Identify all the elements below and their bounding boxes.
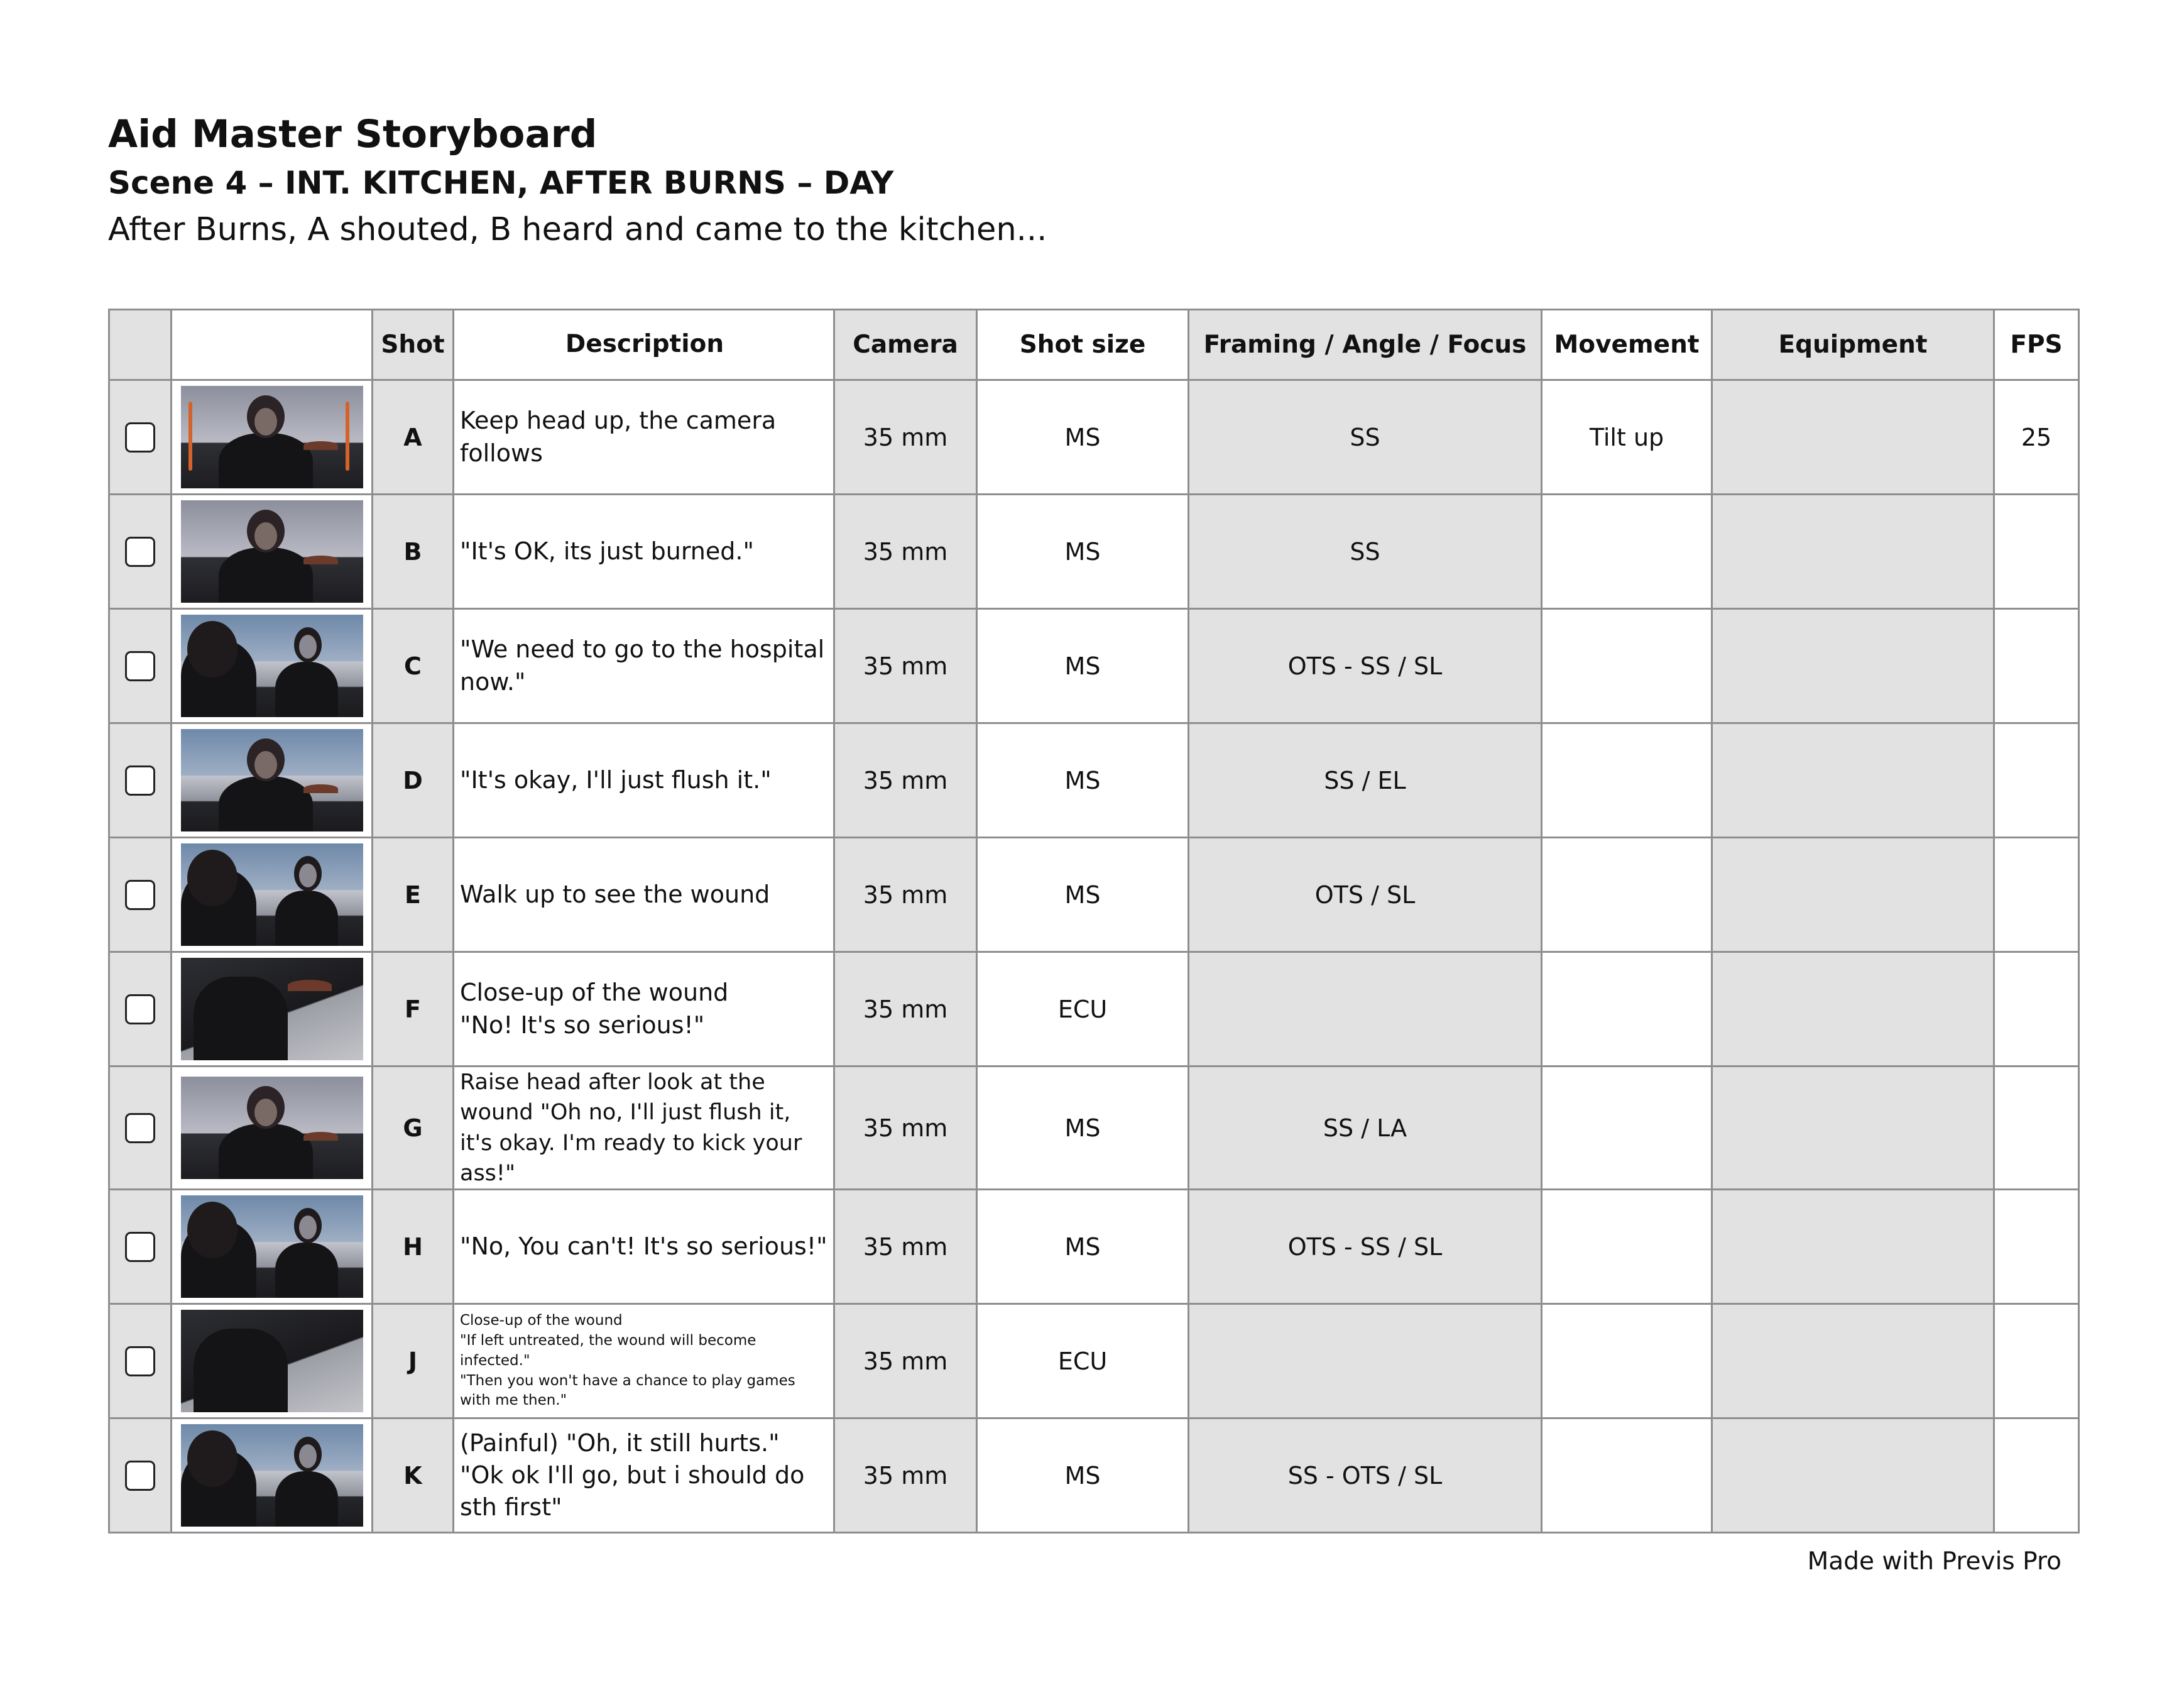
equipment-value xyxy=(1712,495,1994,609)
shot-description: Keep head up, the camera follows xyxy=(454,380,834,495)
equipment-value xyxy=(1712,952,1994,1067)
shot-description: Close-up of the wound "If left untreated, the wound will become infected." "Then you won't have a chance to play games with me then." xyxy=(454,1304,834,1418)
table-header-row xyxy=(109,310,2079,380)
shot-row-f xyxy=(109,952,2079,1067)
foreground-head xyxy=(187,621,238,678)
shot-description: "It's okay, I'll just flush it." xyxy=(454,723,834,838)
camera-value: 35 mm xyxy=(834,723,977,838)
movement-column-header: Movement xyxy=(1542,310,1712,380)
shot-size-value: MS xyxy=(977,609,1189,723)
row-checkbox-cell xyxy=(109,838,172,952)
shot-checkbox[interactable] xyxy=(125,537,155,567)
shot-letter: K xyxy=(373,1418,454,1533)
shot-letter: H xyxy=(373,1190,454,1304)
equipment-value xyxy=(1712,1304,1994,1418)
shot-row-j xyxy=(109,1304,2079,1418)
shot-checkbox[interactable] xyxy=(125,1113,155,1143)
man-face xyxy=(254,522,277,550)
shot-thumbnail-man-at-stove-tilt-arrows xyxy=(181,386,363,488)
framing-value: SS xyxy=(1189,380,1542,495)
row-checkbox-cell xyxy=(109,609,172,723)
arm-silhouette xyxy=(194,1329,288,1412)
shot-letter: J xyxy=(373,1304,454,1418)
movement-value xyxy=(1542,723,1712,838)
arm-silhouette xyxy=(194,977,288,1060)
shot-checkbox[interactable] xyxy=(125,1346,155,1376)
background-figure xyxy=(275,891,338,946)
thumbnail-cell xyxy=(172,1067,373,1190)
row-checkbox-cell xyxy=(109,1418,172,1533)
woman-face xyxy=(299,1215,317,1239)
fps-value xyxy=(1994,1418,2079,1533)
shot-checkbox[interactable] xyxy=(125,880,155,910)
shot-checkbox[interactable] xyxy=(125,1461,155,1491)
thumbnail-cell xyxy=(172,1190,373,1304)
shot-size-value: ECU xyxy=(977,952,1189,1067)
shot-column-header: Shot xyxy=(373,310,454,380)
scene-heading: Scene 4 – INT. KITCHEN, AFTER BURNS – DAY xyxy=(108,165,894,201)
movement-value xyxy=(1542,1067,1712,1190)
thumbnail-cell xyxy=(172,609,373,723)
pan-shape xyxy=(303,441,338,450)
fps-value xyxy=(1994,952,2079,1067)
equipment-value xyxy=(1712,838,1994,952)
man-figure xyxy=(219,433,313,488)
man-figure xyxy=(219,776,313,831)
equipment-value xyxy=(1712,609,1994,723)
movement-value xyxy=(1542,1418,1712,1533)
thumbnail-cell xyxy=(172,380,373,495)
shot-row-g xyxy=(109,1067,2079,1190)
camera-value: 35 mm xyxy=(834,1418,977,1533)
row-checkbox-cell xyxy=(109,495,172,609)
shot-size-value: MS xyxy=(977,380,1189,495)
shot-letter: F xyxy=(373,952,454,1067)
shot-thumbnail-man-eye-level xyxy=(181,729,363,831)
equipment-value xyxy=(1712,723,1994,838)
pan-shape xyxy=(288,980,332,991)
movement-value xyxy=(1542,952,1712,1067)
thumbnail-cell xyxy=(172,495,373,609)
camera-value: 35 mm xyxy=(834,609,977,723)
man-figure xyxy=(219,547,313,603)
thumbnail-cell xyxy=(172,1418,373,1533)
foreground-head xyxy=(187,1202,238,1258)
man-figure xyxy=(219,1124,313,1179)
fps-column-header: FPS xyxy=(1994,310,2079,380)
man-face xyxy=(254,408,277,436)
description-column-header: Description xyxy=(454,310,834,380)
row-checkbox-cell xyxy=(109,952,172,1067)
equipment-column-header: Equipment xyxy=(1712,310,1994,380)
equipment-value xyxy=(1712,1067,1994,1190)
movement-value xyxy=(1542,495,1712,609)
shot-checkbox[interactable] xyxy=(125,422,155,453)
movement-value xyxy=(1542,838,1712,952)
background-figure xyxy=(275,1471,338,1527)
movement-value xyxy=(1542,609,1712,723)
movement-value xyxy=(1542,1190,1712,1304)
shot-size-value: MS xyxy=(977,1067,1189,1190)
storyboard-table xyxy=(108,309,2080,1534)
shot-letter: G xyxy=(373,1067,454,1190)
shot-size-value: MS xyxy=(977,1418,1189,1533)
checkbox-column-header xyxy=(109,310,172,380)
man-face xyxy=(254,1099,277,1126)
pan-shape xyxy=(303,556,338,564)
row-checkbox-cell xyxy=(109,723,172,838)
framing-value: SS - OTS / SL xyxy=(1189,1418,1542,1533)
shot-size-value: MS xyxy=(977,1190,1189,1304)
camera-value: 35 mm xyxy=(834,380,977,495)
pan-shape xyxy=(303,1132,338,1141)
shot-letter: B xyxy=(373,495,454,609)
woman-face xyxy=(299,864,317,887)
woman-face xyxy=(299,1444,317,1468)
fps-value xyxy=(1994,609,2079,723)
shot-checkbox[interactable] xyxy=(125,1232,155,1262)
row-checkbox-cell xyxy=(109,380,172,495)
shot-size-column-header: Shot size xyxy=(977,310,1189,380)
shot-row-a xyxy=(109,380,2079,495)
shot-size-value: ECU xyxy=(977,1304,1189,1418)
fps-value xyxy=(1994,1067,2079,1190)
background-figure xyxy=(275,1243,338,1298)
shot-row-h xyxy=(109,1190,2079,1304)
shot-row-d xyxy=(109,723,2079,838)
thumbnail-cell xyxy=(172,723,373,838)
shot-letter: E xyxy=(373,838,454,952)
fps-value xyxy=(1994,838,2079,952)
camera-value: 35 mm xyxy=(834,838,977,952)
storyboard-title: Aid Master Storyboard xyxy=(108,112,598,156)
fps-value xyxy=(1994,1304,2079,1418)
shot-thumbnail-over-shoulder-woman xyxy=(181,615,363,717)
shot-description: Raise head after look at the wound "Oh no, I'll just flush it, it's okay. I'm ready to kick your ass!" xyxy=(454,1067,834,1190)
thumbnail-column-header xyxy=(172,310,373,380)
thumbnail-cell xyxy=(172,952,373,1067)
camera-value: 35 mm xyxy=(834,1304,977,1418)
shot-thumbnail-man-and-woman xyxy=(181,1424,363,1527)
fps-value: 25 xyxy=(1994,380,2079,495)
shot-size-value: MS xyxy=(977,838,1189,952)
shot-description: "It's OK, its just burned." xyxy=(454,495,834,609)
thumbnail-cell xyxy=(172,1304,373,1418)
foreground-head xyxy=(187,1430,238,1487)
shot-description: "We need to go to the hospital now." xyxy=(454,609,834,723)
shot-thumbnail-wound-closeup xyxy=(181,1310,363,1412)
framing-value: OTS - SS / SL xyxy=(1189,609,1542,723)
equipment-value xyxy=(1712,1418,1994,1533)
shot-row-c xyxy=(109,609,2079,723)
framing-value: SS xyxy=(1189,495,1542,609)
equipment-value xyxy=(1712,380,1994,495)
fps-value xyxy=(1994,1190,2079,1304)
shot-size-value: MS xyxy=(977,495,1189,609)
foreground-head xyxy=(187,850,238,906)
shot-thumbnail-man-at-stove xyxy=(181,1077,363,1179)
shot-checkbox[interactable] xyxy=(125,651,155,681)
shot-description: (Painful) "Oh, it still hurts." "Ok ok I'll go, but i should do sth first" xyxy=(454,1418,834,1533)
equipment-value xyxy=(1712,1190,1994,1304)
framing-value: SS / EL xyxy=(1189,723,1542,838)
scene-summary: After Burns, A shouted, B heard and came to the kitchen... xyxy=(108,211,1047,248)
camera-value: 35 mm xyxy=(834,952,977,1067)
shot-letter: A xyxy=(373,380,454,495)
tilt-arrow-right-icon xyxy=(346,402,349,471)
shot-thumbnail-over-shoulder-woman xyxy=(181,1195,363,1298)
shot-description: Close-up of the wound "No! It's so serious!" xyxy=(454,952,834,1067)
framing-value: OTS / SL xyxy=(1189,838,1542,952)
movement-value xyxy=(1542,1304,1712,1418)
framing-value: OTS - SS / SL xyxy=(1189,1190,1542,1304)
framing-column-header: Framing / Angle / Focus xyxy=(1189,310,1542,380)
shot-thumbnail-hand-closeup xyxy=(181,958,363,1060)
framing-value xyxy=(1189,952,1542,1067)
woman-face xyxy=(299,635,317,659)
shot-row-k xyxy=(109,1418,2079,1533)
framing-value: SS / LA xyxy=(1189,1067,1542,1190)
camera-column-header: Camera xyxy=(834,310,977,380)
footer-credit: Made with Previs Pro xyxy=(1807,1547,2061,1576)
movement-value: Tilt up xyxy=(1542,380,1712,495)
framing-value xyxy=(1189,1304,1542,1418)
shot-letter: D xyxy=(373,723,454,838)
shot-checkbox[interactable] xyxy=(125,765,155,796)
tilt-arrow-left-icon xyxy=(188,402,192,471)
background-figure xyxy=(275,662,338,717)
pan-shape xyxy=(303,784,338,793)
fps-value xyxy=(1994,723,2079,838)
thumbnail-cell xyxy=(172,838,373,952)
camera-value: 35 mm xyxy=(834,1190,977,1304)
shot-row-e xyxy=(109,838,2079,952)
shot-size-value: MS xyxy=(977,723,1189,838)
shot-thumbnail-man-at-stove xyxy=(181,500,363,603)
shot-description: Walk up to see the wound xyxy=(454,838,834,952)
man-face xyxy=(254,751,277,779)
shot-thumbnail-over-shoulder-woman xyxy=(181,843,363,946)
fps-value xyxy=(1994,495,2079,609)
row-checkbox-cell xyxy=(109,1067,172,1190)
row-checkbox-cell xyxy=(109,1304,172,1418)
camera-value: 35 mm xyxy=(834,1067,977,1190)
shot-row-b xyxy=(109,495,2079,609)
camera-value: 35 mm xyxy=(834,495,977,609)
shot-checkbox[interactable] xyxy=(125,994,155,1024)
shot-letter: C xyxy=(373,609,454,723)
row-checkbox-cell xyxy=(109,1190,172,1304)
shot-description: "No, You can't! It's so serious!" xyxy=(454,1190,834,1304)
